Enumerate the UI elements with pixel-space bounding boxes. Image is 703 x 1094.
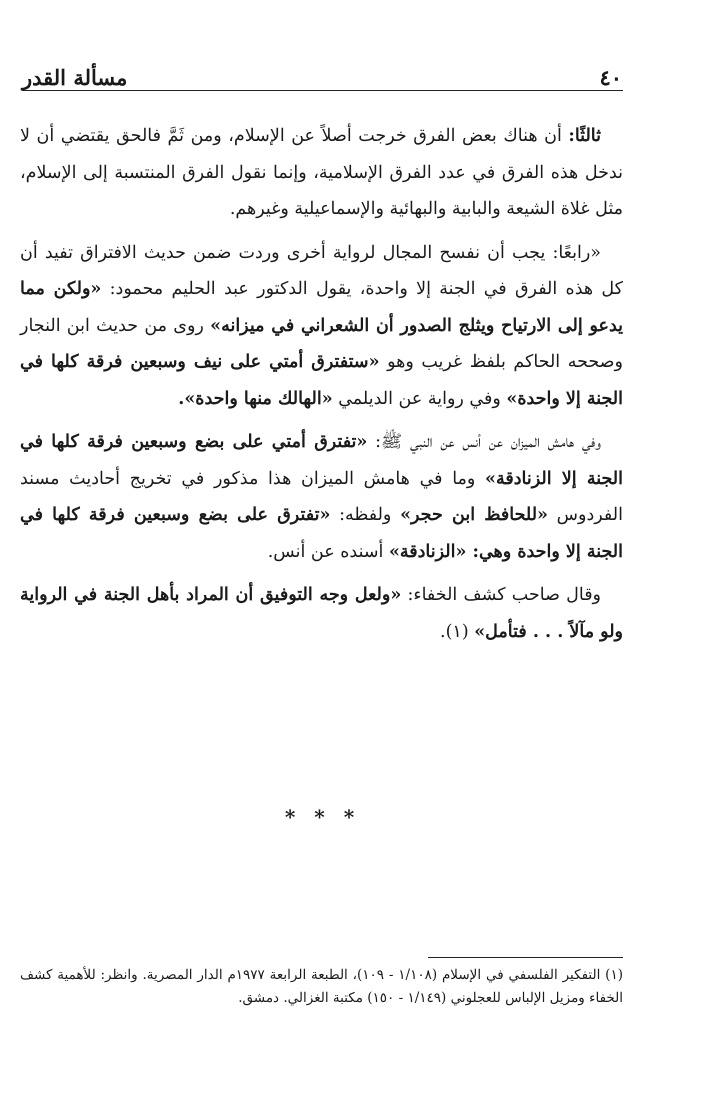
footnote-rule bbox=[428, 957, 623, 958]
section-separator: * * * bbox=[284, 805, 361, 829]
footnote-reference: (١). bbox=[440, 621, 475, 642]
page-number: ٤٠ bbox=[599, 65, 622, 90]
paragraph-3-text-3: ولفظه: bbox=[330, 505, 401, 525]
paragraph-4-text-1: وقال صاحب كشف الخفاء: bbox=[401, 585, 602, 605]
page-header bbox=[22, 50, 622, 90]
paragraph-4-quote-1: «ولعل وجه التوفيق أن المراد بأهل الجنة في الرواية ولو مآلاً . . . فتأمل» bbox=[20, 585, 623, 642]
paragraph-2-quote-2: «ستفترق أمتي على نيف وسبعين فرقة كلها في الجنة إلا واحدة» bbox=[20, 352, 623, 409]
running-title: مسألة القدر bbox=[22, 65, 128, 90]
body-text bbox=[20, 118, 623, 650]
footnotes bbox=[20, 964, 623, 1010]
paragraph-3-text-2: وما في هامش الميزان هذا مذكور في تخريج أحاديث مسند الفردوس bbox=[20, 468, 623, 525]
paragraph-2-text-3: وفي رواية عن الديلمي bbox=[332, 388, 507, 409]
paragraph-1 bbox=[20, 118, 623, 228]
paragraph-1-lead: ثالثًا: bbox=[568, 126, 601, 146]
header-rule bbox=[22, 90, 623, 91]
paragraph-2 bbox=[20, 235, 623, 418]
paragraph-2-quote-3: «الهالك منها واحدة». bbox=[178, 388, 333, 409]
paragraph-3 bbox=[20, 424, 623, 570]
footnote-1: (١) التفكير الفلسفي في الإسلام (١/١٠٨ - ١٠٩)، الطبعة الرابعة ١٩٧٧م الدار المصرية. وانظر: للأهمية كشف الخفاء ومزيل الإلباس للعجلوني (١/١٤٩ - ١٥٠) مكتبة الغزالي. دمشق. bbox=[20, 967, 623, 1006]
paragraph-3-quote-3: «تفترق على بضع وسبعين فرقة كلها في الجنة إلا واحدة وهي: «الزنادقة» bbox=[20, 505, 623, 562]
paragraph-2-quote-1: «ولكن مما يدعو إلى الارتياح ويثلج الصدور أن الشعراني في ميزانه» bbox=[20, 279, 623, 336]
paragraph-1-text: أن هناك بعض الفرق خرجت أصلاً عن الإسلام، ومن ثَمَّ فالحق يقتضي أن لا ندخل هذه الفرق في عدد الفرق الإسلامية، وإنما نقول الفرق المنتسبة إلى الإسلام، مثل غلاة الشيعة والبابية والبهائية والإسماعيلية وغيرهم. bbox=[20, 126, 623, 219]
paragraph-4 bbox=[20, 577, 623, 650]
paragraph-3-quote-1: «تفترق أمتي على بضع وسبعين فرقة كلها في الجنة إلا الزنادقة» bbox=[20, 432, 623, 489]
paragraph-2-text-2: روى من حديث ابن النجار وصححه الحاكم بلفظ غريب وهو bbox=[20, 315, 623, 372]
paragraph-3-quote-2: «للحافظ ابن حجر» bbox=[400, 505, 548, 525]
paragraph-3-text-4: أسنده عن أنس. bbox=[267, 541, 389, 562]
paragraph-2-text-1: «رابعًا: يجب أن نفسح المجال لرواية أخرى وردت ضمن حديث الافتراق تفيد أن كل هذه الفرق في الجنة إلا واحدة، يقول الدكتور عبد الحليم محمود: bbox=[20, 242, 623, 299]
paragraph-3-text-1: وفي هامش الميزان عن أنس عن النبي ﷺ: bbox=[367, 432, 601, 452]
